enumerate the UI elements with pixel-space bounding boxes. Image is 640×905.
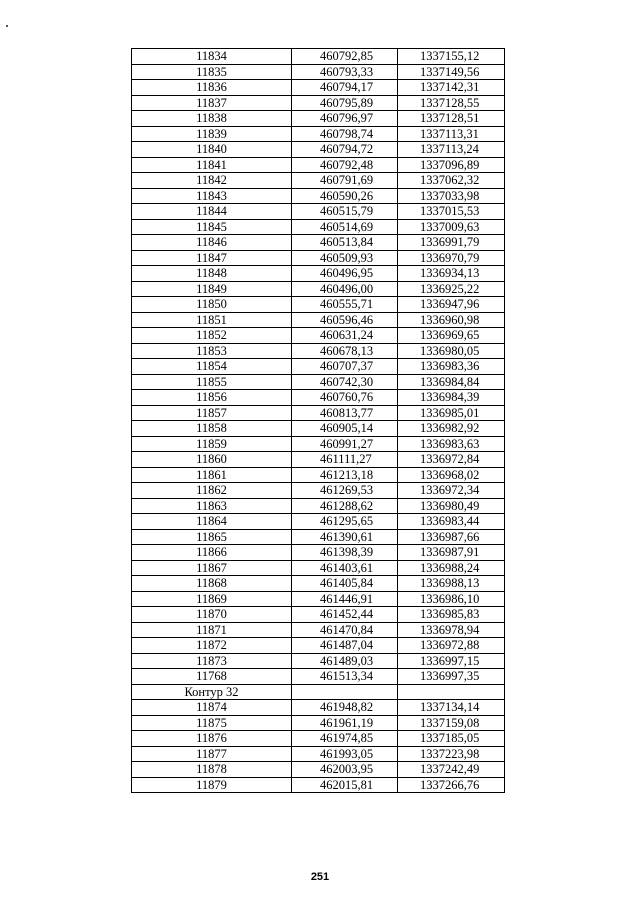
point-number-cell: 11848 [132,266,292,282]
point-number-cell: 11845 [132,219,292,235]
y-coordinate-cell: 1336983,44 [398,514,505,530]
page-number: 251 [310,871,330,883]
table-row [132,436,505,452]
table-row [132,219,505,235]
x-coordinate-cell: 461974,85 [292,731,398,747]
x-coordinate-cell: 461390,61 [292,529,398,545]
x-coordinate-cell: 460794,17 [292,80,398,96]
y-coordinate-cell: 1336970,79 [398,250,505,266]
table-row [132,250,505,266]
y-coordinate-cell: 1336988,13 [398,576,505,592]
y-coordinate-cell: 1336985,83 [398,607,505,623]
table-row [132,545,505,561]
point-number-cell: 11878 [132,762,292,778]
x-coordinate-cell: 461398,39 [292,545,398,561]
table-row [132,421,505,437]
point-number-cell: 11865 [132,529,292,545]
x-coordinate-cell [292,684,398,700]
y-coordinate-cell: 1336997,15 [398,653,505,669]
y-coordinate-cell: 1336978,94 [398,622,505,638]
x-coordinate-cell: 460555,71 [292,297,398,313]
y-coordinate-cell: 1336987,91 [398,545,505,561]
x-coordinate-cell: 460796,97 [292,111,398,127]
y-coordinate-cell: 1336987,66 [398,529,505,545]
table-row [132,638,505,654]
x-coordinate-cell: 460513,84 [292,235,398,251]
y-coordinate-cell: 1337155,12 [398,49,505,65]
x-coordinate-cell: 460792,85 [292,49,398,65]
y-coordinate-cell: 1337015,53 [398,204,505,220]
point-number-cell: 11850 [132,297,292,313]
point-number-cell: 11841 [132,157,292,173]
y-coordinate-cell: 1336934,13 [398,266,505,282]
table-row [132,374,505,390]
point-number-cell: 11868 [132,576,292,592]
x-coordinate-cell: 460496,00 [292,281,398,297]
x-coordinate-cell: 460791,69 [292,173,398,189]
point-number-cell: 11869 [132,591,292,607]
point-number-cell: 11875 [132,715,292,731]
point-number-cell: 11876 [132,731,292,747]
table-row [132,188,505,204]
coordinates-table-body [132,49,505,793]
point-number-cell: 11854 [132,359,292,375]
table-row [132,235,505,251]
y-coordinate-cell: 1337242,49 [398,762,505,778]
x-coordinate-cell: 460760,76 [292,390,398,406]
point-number-cell: 11879 [132,777,292,793]
table-row [132,653,505,669]
y-coordinate-cell: 1336984,84 [398,374,505,390]
point-number-cell: 11836 [132,80,292,96]
point-number-cell: 11835 [132,64,292,80]
table-row [132,514,505,530]
x-coordinate-cell: 461111,27 [292,452,398,468]
point-number-cell: 11853 [132,343,292,359]
table-row [132,390,505,406]
point-number-cell: 11852 [132,328,292,344]
y-coordinate-cell: 1337128,55 [398,95,505,111]
y-coordinate-cell: 1337185,05 [398,731,505,747]
x-coordinate-cell: 461470,84 [292,622,398,638]
table-row [132,762,505,778]
point-number-cell: 11856 [132,390,292,406]
y-coordinate-cell: 1337096,89 [398,157,505,173]
table-row [132,173,505,189]
x-coordinate-cell: 460794,72 [292,142,398,158]
table-row [132,405,505,421]
table-row [132,560,505,576]
x-coordinate-cell: 461487,04 [292,638,398,654]
scan-speck [6,25,8,27]
y-coordinate-cell: 1337113,31 [398,126,505,142]
x-coordinate-cell: 460991,27 [292,436,398,452]
table-section-row [132,684,505,700]
x-coordinate-cell: 460798,74 [292,126,398,142]
y-coordinate-cell: 1337062,32 [398,173,505,189]
y-coordinate-cell: 1336982,92 [398,421,505,437]
table-row [132,80,505,96]
y-coordinate-cell: 1336988,24 [398,560,505,576]
y-coordinate-cell: 1336925,22 [398,281,505,297]
x-coordinate-cell: 462015,81 [292,777,398,793]
point-number-cell: Контур 32 [132,684,292,700]
table-row [132,266,505,282]
x-coordinate-cell: 461513,34 [292,669,398,685]
table-row [132,297,505,313]
table-row [132,204,505,220]
x-coordinate-cell: 461269,53 [292,483,398,499]
x-coordinate-cell: 460792,48 [292,157,398,173]
y-coordinate-cell: 1337033,98 [398,188,505,204]
table-row [132,607,505,623]
y-coordinate-cell: 1336984,39 [398,390,505,406]
y-coordinate-cell: 1337266,76 [398,777,505,793]
table-row [132,700,505,716]
y-coordinate-cell: 1336991,79 [398,235,505,251]
y-coordinate-cell: 1336969,65 [398,328,505,344]
x-coordinate-cell: 461295,65 [292,514,398,530]
y-coordinate-cell: 1336972,34 [398,483,505,499]
x-coordinate-cell: 460742,30 [292,374,398,390]
x-coordinate-cell: 460509,93 [292,250,398,266]
point-number-cell: 11863 [132,498,292,514]
point-number-cell: 11858 [132,421,292,437]
point-number-cell: 11873 [132,653,292,669]
table-row [132,157,505,173]
table-row [132,49,505,65]
point-number-cell: 11834 [132,49,292,65]
table-row [132,715,505,731]
y-coordinate-cell: 1336983,63 [398,436,505,452]
y-coordinate-cell: 1336960,98 [398,312,505,328]
x-coordinate-cell: 461403,61 [292,560,398,576]
y-coordinate-cell: 1337159,08 [398,715,505,731]
point-number-cell: 11861 [132,467,292,483]
table-row [132,591,505,607]
table-row [132,142,505,158]
table-row [132,95,505,111]
y-coordinate-cell: 1337009,63 [398,219,505,235]
y-coordinate-cell: 1336947,96 [398,297,505,313]
y-coordinate-cell: 1337113,24 [398,142,505,158]
point-number-cell: 11872 [132,638,292,654]
point-number-cell: 11864 [132,514,292,530]
point-number-cell: 11838 [132,111,292,127]
y-coordinate-cell: 1337128,51 [398,111,505,127]
table-row [132,359,505,375]
table-row [132,111,505,127]
y-coordinate-cell: 1337149,56 [398,64,505,80]
table-row [132,498,505,514]
y-coordinate-cell: 1337134,14 [398,700,505,716]
point-number-cell: 11871 [132,622,292,638]
point-number-cell: 11877 [132,746,292,762]
x-coordinate-cell: 461948,82 [292,700,398,716]
table-row [132,777,505,793]
point-number-cell: 11837 [132,95,292,111]
table-row [132,669,505,685]
x-coordinate-cell: 461213,18 [292,467,398,483]
table-row [132,576,505,592]
table-row [132,328,505,344]
y-coordinate-cell: 1336972,88 [398,638,505,654]
point-number-cell: 11768 [132,669,292,685]
y-coordinate-cell: 1336968,02 [398,467,505,483]
x-coordinate-cell: 460515,79 [292,204,398,220]
y-coordinate-cell: 1336986,10 [398,591,505,607]
x-coordinate-cell: 460707,37 [292,359,398,375]
y-coordinate-cell: 1336983,36 [398,359,505,375]
x-coordinate-cell: 460678,13 [292,343,398,359]
table-row [132,731,505,747]
point-number-cell: 11860 [132,452,292,468]
x-coordinate-cell: 460793,33 [292,64,398,80]
x-coordinate-cell: 460813,77 [292,405,398,421]
point-number-cell: 11842 [132,173,292,189]
y-coordinate-cell: 1336985,01 [398,405,505,421]
point-number-cell: 11839 [132,126,292,142]
point-number-cell: 11849 [132,281,292,297]
point-number-cell: 11851 [132,312,292,328]
y-coordinate-cell: 1337223,98 [398,746,505,762]
x-coordinate-cell: 461452,44 [292,607,398,623]
x-coordinate-cell: 460514,69 [292,219,398,235]
point-number-cell: 11843 [132,188,292,204]
x-coordinate-cell: 462003,95 [292,762,398,778]
table-row [132,343,505,359]
x-coordinate-cell: 460496,95 [292,266,398,282]
x-coordinate-cell: 461288,62 [292,498,398,514]
table-row [132,529,505,545]
table-row [132,281,505,297]
point-number-cell: 11867 [132,560,292,576]
point-number-cell: 11855 [132,374,292,390]
table-row [132,622,505,638]
table-row [132,467,505,483]
table-row [132,64,505,80]
coordinates-table [131,48,505,793]
y-coordinate-cell: 1336980,49 [398,498,505,514]
point-number-cell: 11874 [132,700,292,716]
x-coordinate-cell: 461446,91 [292,591,398,607]
point-number-cell: 11847 [132,250,292,266]
y-coordinate-cell [398,684,505,700]
point-number-cell: 11857 [132,405,292,421]
table-row [132,452,505,468]
point-number-cell: 11862 [132,483,292,499]
x-coordinate-cell: 460631,24 [292,328,398,344]
table-row [132,483,505,499]
point-number-cell: 11844 [132,204,292,220]
x-coordinate-cell: 461405,84 [292,576,398,592]
table-row [132,126,505,142]
x-coordinate-cell: 460795,89 [292,95,398,111]
y-coordinate-cell: 1336997,35 [398,669,505,685]
point-number-cell: 11870 [132,607,292,623]
table-row [132,746,505,762]
x-coordinate-cell: 460590,26 [292,188,398,204]
x-coordinate-cell: 460905,14 [292,421,398,437]
y-coordinate-cell: 1336972,84 [398,452,505,468]
y-coordinate-cell: 1336980,05 [398,343,505,359]
x-coordinate-cell: 461961,19 [292,715,398,731]
table-row [132,312,505,328]
point-number-cell: 11840 [132,142,292,158]
point-number-cell: 11846 [132,235,292,251]
point-number-cell: 11859 [132,436,292,452]
x-coordinate-cell: 461489,03 [292,653,398,669]
point-number-cell: 11866 [132,545,292,561]
y-coordinate-cell: 1337142,31 [398,80,505,96]
x-coordinate-cell: 461993,05 [292,746,398,762]
x-coordinate-cell: 460596,46 [292,312,398,328]
